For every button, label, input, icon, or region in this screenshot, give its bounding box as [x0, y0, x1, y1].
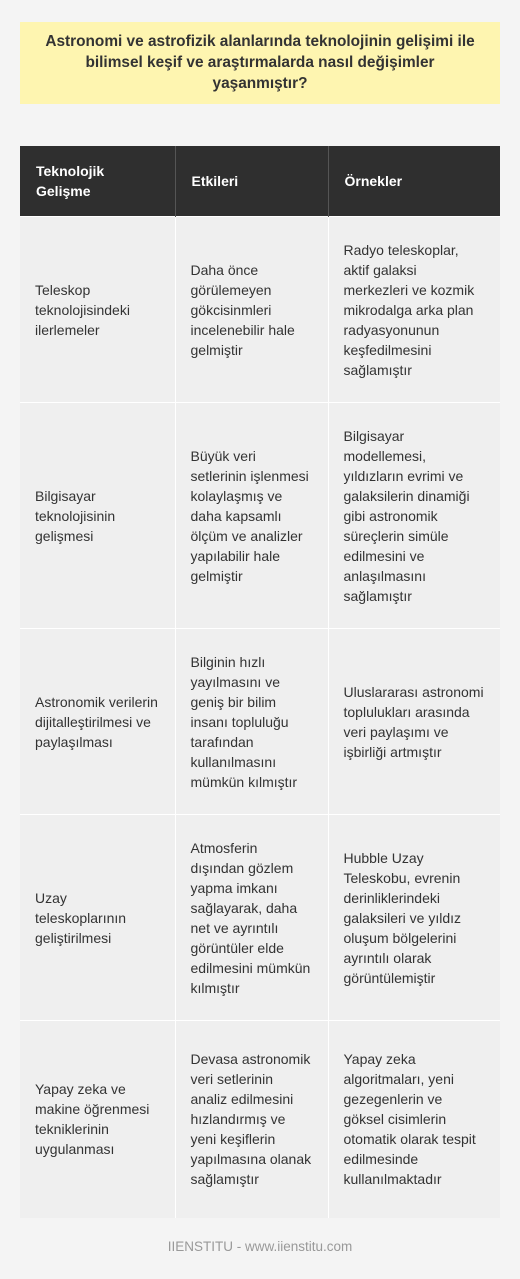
cell-development: Astronomik verilerin dijitalleştirilmesi ve paylaşılması: [20, 629, 175, 815]
table-row: [20, 815, 500, 1021]
cell-development: Uzay teleskoplarının geliştirilmesi: [20, 815, 175, 1021]
table-row: [20, 403, 500, 629]
footer-credit: IIENSTITU - www.iienstitu.com: [167, 1239, 353, 1254]
comparison-table: [20, 146, 500, 1218]
cell-effect: Devasa astronomik veri setlerinin analiz edilmesini hızlandırmış ve yeni keşiflerin yapılmasına olanak sağlamıştır: [175, 1021, 328, 1218]
title-banner: [20, 22, 500, 104]
cell-example: Yapay zeka algoritmaları, yeni gezegenlerin ve göksel cisimlerin otomatik olarak tespit edilmesinde kullanılmaktadır: [328, 1021, 500, 1218]
cell-effect: Atmosferin dışından gözlem yapma imkanı sağlayarak, daha net ve ayrıntılı görüntüler elde edilmesini mümkün kılmıştır: [175, 815, 328, 1021]
table-header-row: [20, 146, 500, 217]
table-row: [20, 629, 500, 815]
table-row: [20, 1021, 500, 1218]
page-title: Astronomi ve astrofizik alanlarında teknolojinin gelişimi ile bilimsel keşif ve araştırmalarda nasıl değişimler yaşanmıştır?: [45, 33, 475, 92]
cell-development: Bilgisayar teknolojisinin gelişmesi: [20, 403, 175, 629]
cell-development: Yapay zeka ve makine öğrenmesi tekniklerinin uygulanması: [20, 1021, 175, 1218]
comparison-table-container: [20, 146, 500, 1217]
header-technological-development: Teknolojik Gelişme: [20, 146, 175, 217]
cell-effect: Büyük veri setlerinin işlenmesi kolaylaşmış ve daha kapsamlı ölçüm ve analizler yapılabilir hale gelmiştir: [175, 403, 328, 629]
cell-effect: Bilginin hızlı yayılmasını ve geniş bir bilim insanı topluluğu tarafından kullanılmasını mümkün kılmıştır: [175, 629, 328, 815]
cell-development: Teleskop teknolojisindeki ilerlemeler: [20, 217, 175, 403]
header-examples: Örnekler: [328, 146, 500, 217]
cell-example: Radyo teleskoplar, aktif galaksi merkezleri ve kozmik mikrodalga arka plan radyasyonunun keşfedilmesini sağlamıştır: [328, 217, 500, 403]
header-effects: Etkileri: [175, 146, 328, 217]
table-row: [20, 217, 500, 403]
cell-example: Bilgisayar modellemesi, yıldızların evrimi ve galaksilerin dinamiği gibi astronomik süreçlerin simüle edilmesini ve anlaşılmasını sağlamıştır: [328, 403, 500, 629]
cell-example: Hubble Uzay Teleskobu, evrenin derinliklerindeki galaksileri ve yıldız oluşum bölgelerini ayrıntılı olarak görüntülemiştir: [328, 815, 500, 1021]
cell-example: Uluslararası astronomi toplulukları arasında veri paylaşımı ve işbirliği artmıştır: [328, 629, 500, 815]
cell-effect: Daha önce görülemeyen gökcisinmleri incelenebilir hale gelmiştir: [175, 217, 328, 403]
